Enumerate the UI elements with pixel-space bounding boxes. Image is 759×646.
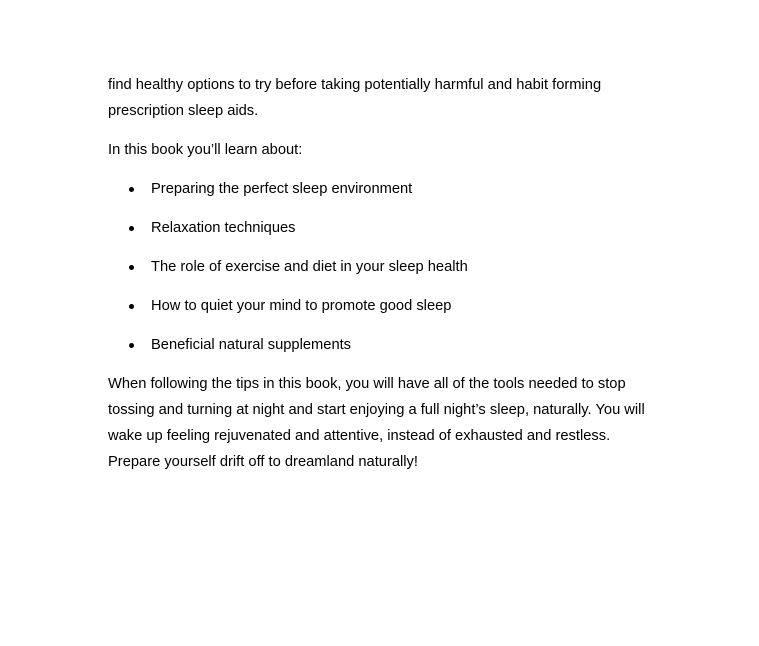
paragraph-list-lead-in: In this book you’ll learn about: <box>108 142 303 158</box>
list-item-text: Preparing the perfect sleep environment <box>151 181 413 197</box>
paragraph-intro: find healthy options to try before taking potentially harmful and habit forming prescription sleep aids. <box>108 77 602 119</box>
list-item-text: The role of exercise and diet in your sleep health <box>151 259 468 275</box>
list-item <box>108 176 650 202</box>
bullet-list <box>108 176 650 358</box>
document-content <box>108 72 650 475</box>
list-item <box>108 332 650 358</box>
paragraph-closing: When following the tips in this book, you will have all of the tools needed to stop tossing and turning at night and start enjoying a full night’s sleep, naturally. You will wake up feeling rejuvenated and attentive, instead of exhausted and restless. Prepare yourself drift off to dreamland naturally! <box>108 376 645 470</box>
list-item-text: Relaxation techniques <box>151 220 296 236</box>
bullet-icon <box>129 304 134 309</box>
bullet-icon <box>129 226 134 231</box>
list-item <box>108 215 650 241</box>
bullet-icon <box>129 187 134 192</box>
bullet-icon <box>129 343 134 348</box>
list-item <box>108 254 650 280</box>
bullet-icon <box>129 265 134 270</box>
list-item-text: Beneficial natural supplements <box>151 337 352 353</box>
list-item-text: How to quiet your mind to promote good sleep <box>151 298 452 314</box>
list-item <box>108 293 650 319</box>
